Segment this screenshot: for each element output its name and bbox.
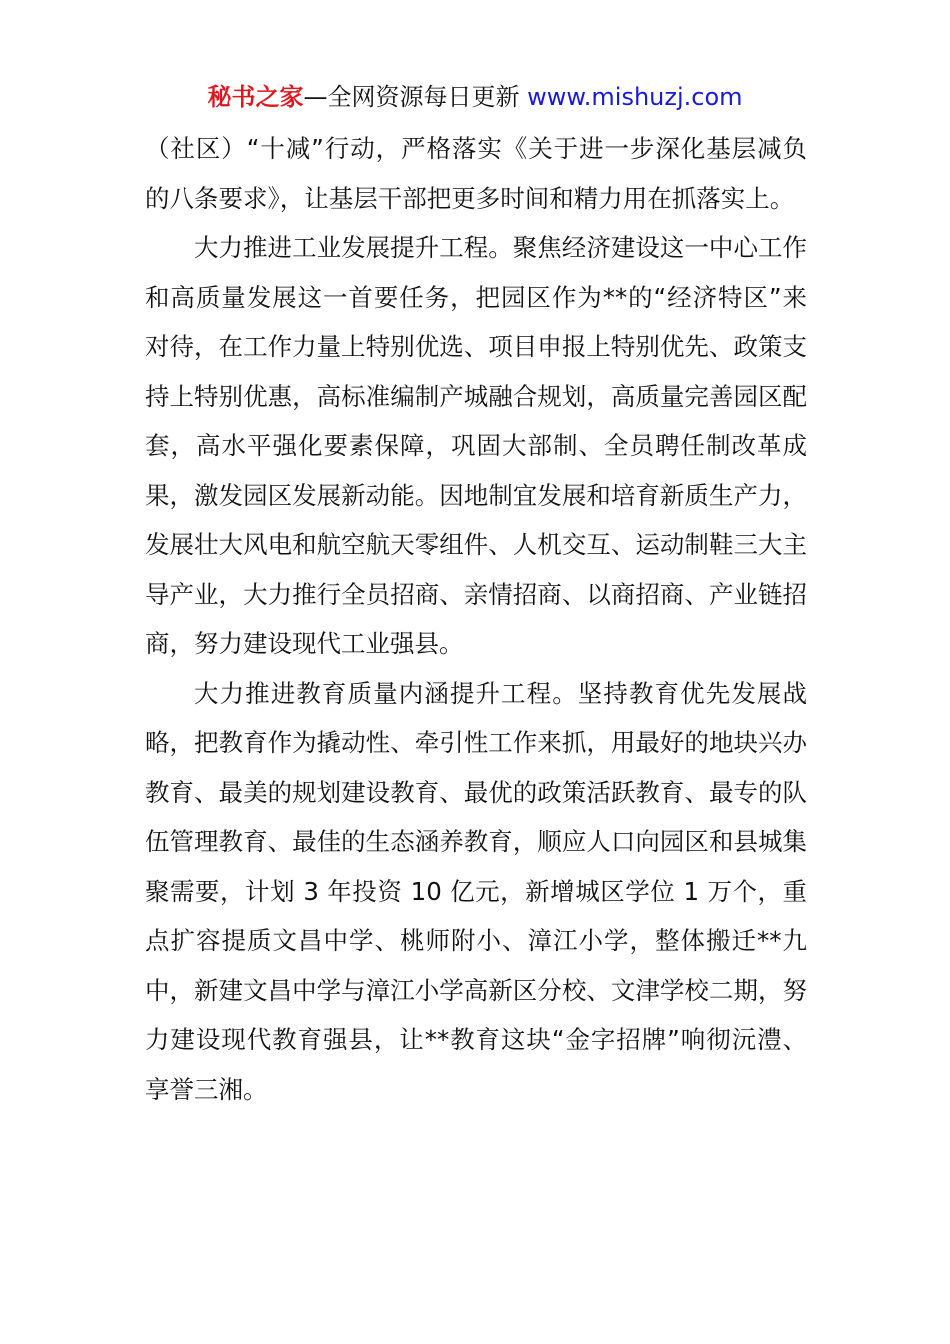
- paragraph-education: 大力推进教育质量内涵提升工程。坚持教育优先发展战略，把教育作为撬动性、牵引性工作来抓，用最好的地块兴办教育、最美的规划建设教育、最优的政策活跃教育、最专的队伍管理教育、最佳的生态涵养教育，顺应人口向园区和县城集聚需要，计划 3 年投资 10 亿元，新增城区学位 1 万个，重点扩容提质文昌中学、桃师附小、漳江小学，整体搬迁**九中，新建文昌中学与漳江小学高新区分校、文津学校二期，努力建设现代教育强县，让**教育这块“金字招牌”响彻沅澧、享誉三湘。: [145, 678, 807, 1104]
- site-brand: 秘书之家: [207, 83, 304, 111]
- site-header: [0, 80, 950, 114]
- site-url[interactable]: www.mishuzj.com: [527, 83, 743, 111]
- paragraph-continuation: （社区）“十减”行动，严格落实《关于进一步深化基层减负的八条要求》，让基层干部把更多时间和精力用在抓落实上。: [145, 134, 807, 213]
- paragraph-industry: 大力推进工业发展提升工程。聚焦经济建设这一中心工作和高质量发展这一首要任务，把园区作为**的“经济特区”来对待，在工作力量上特别优选、项目申报上特别优先、政策支持上特别优惠，高标准编制产城融合规划，高质量完善园区配套，高水平强化要素保障，巩固大部制、全员聘任制改革成果，激发园区发展新动能。因地制宜发展和培育新质生产力，发展壮大风电和航空航天零组件、人机交互、运动制鞋三大主导产业，大力推行全员招商、亲情招商、以商招商、产业链招商，努力建设现代工业强县。: [145, 233, 807, 658]
- document-body: [145, 124, 807, 1114]
- site-tagline: —全网资源每日更新: [303, 83, 528, 111]
